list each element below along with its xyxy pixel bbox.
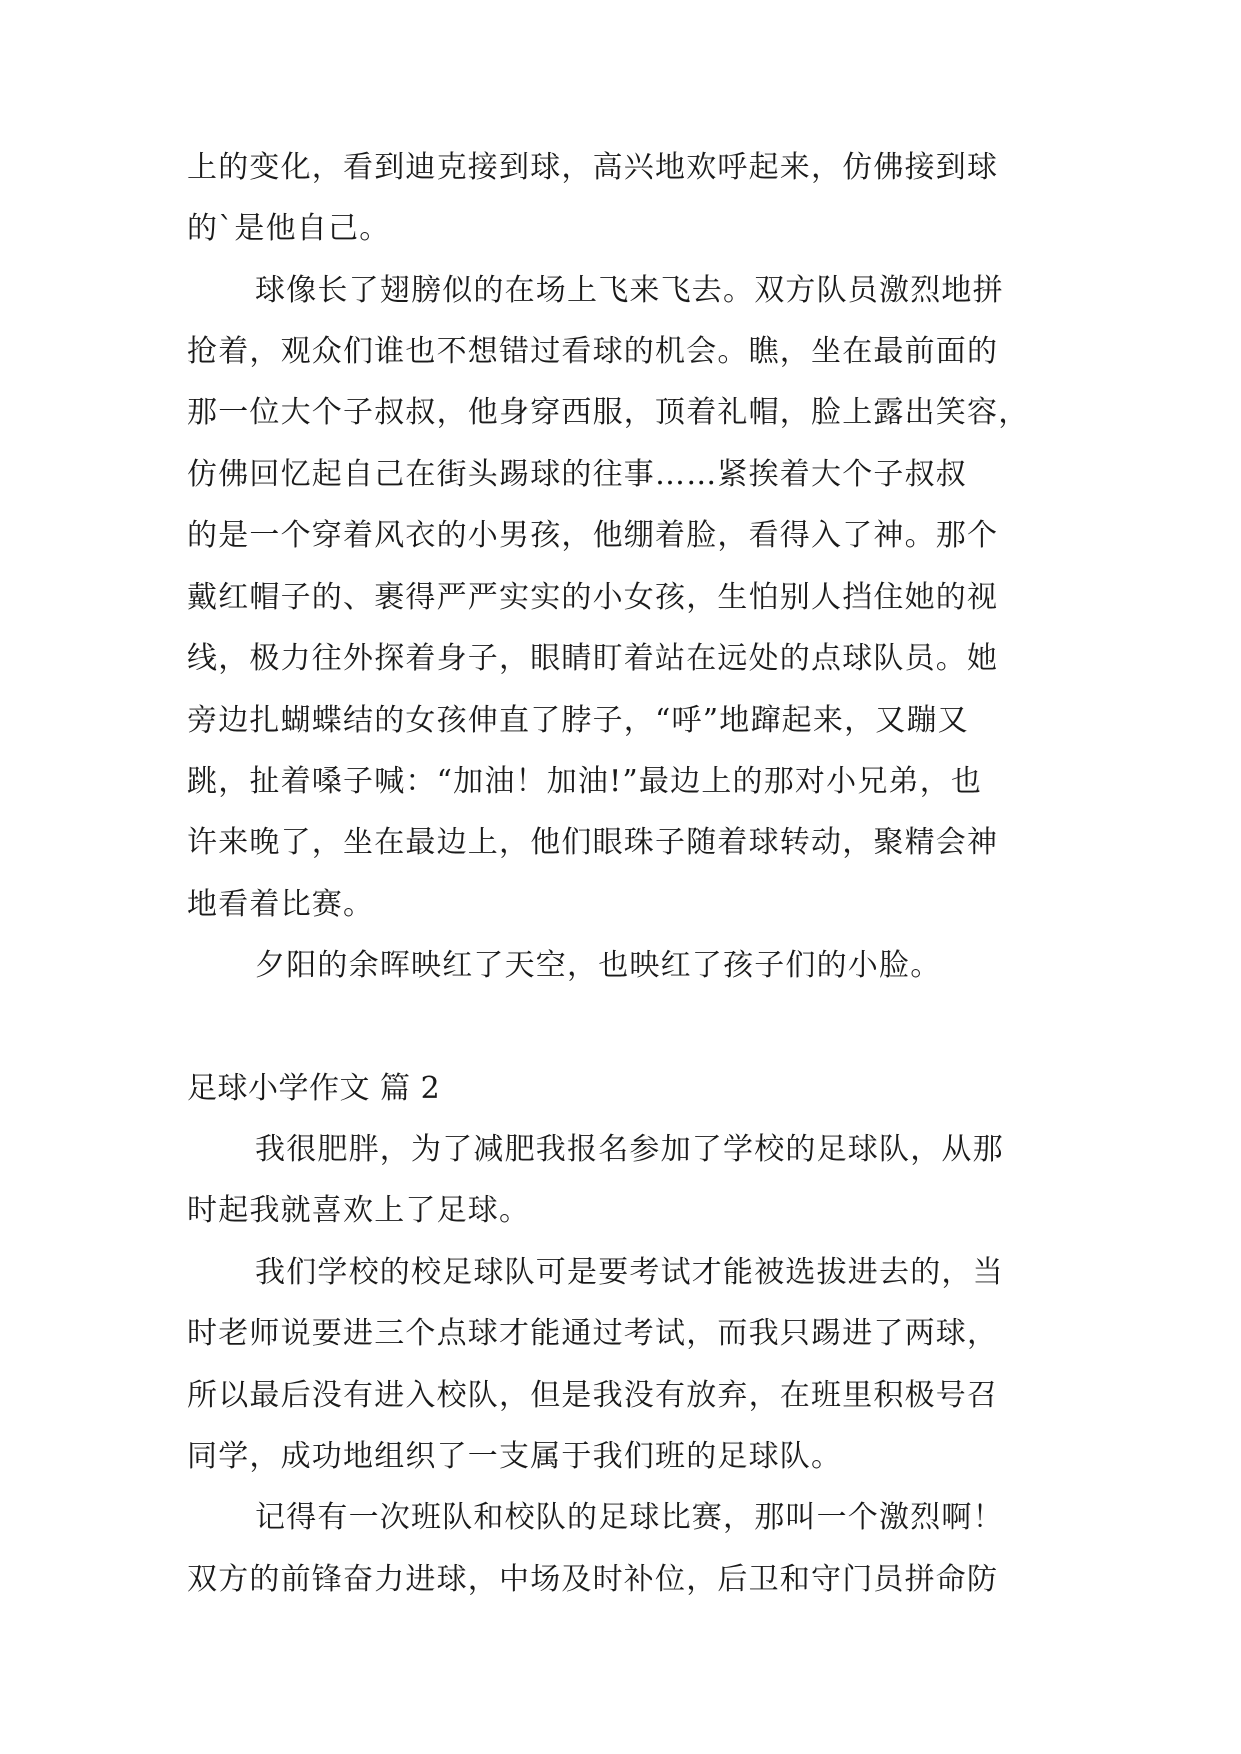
paragraph-first-line: 球像长了翅膀似的在场上飞来飞去。双方队员激烈地拼: [255, 273, 1004, 308]
text-line: 的是一个穿着风衣的小男孩，他绷着脸，看得入了神。那个: [187, 518, 999, 553]
text-line: 时起我就喜欢上了足球。: [187, 1193, 531, 1228]
text-line: 许来晚了，坐在最边上，他们眼珠子随着球转动，聚精会神: [187, 825, 999, 860]
text-line: 同学，成功地组织了一支属于我们班的足球队。: [187, 1439, 843, 1474]
section-heading: 足球小学作文 篇 2: [187, 1071, 441, 1106]
paragraph-first-line: 我很肥胖，为了减肥我报名参加了学校的足球队，从那: [255, 1132, 1004, 1167]
text-line: 那一位大个子叔叔，他身穿西服，顶着礼帽，脸上露出笑容，: [187, 395, 1030, 430]
paragraph-first-line: 夕阳的余晖映红了天空，也映红了孩子们的小脸。: [255, 948, 942, 983]
text-line: 抢着，观众们谁也不想错过看球的机会。瞧，坐在最前面的: [187, 334, 999, 369]
text-line: 线，极力往外探着身子，眼睛盯着站在远处的点球队员。她: [187, 641, 999, 676]
text-line: 时老师说要进三个点球才能通过考试，而我只踢进了两球，: [187, 1316, 999, 1351]
text-line: 仿佛回忆起自己在街头踢球的往事……紧挨着大个子叔叔: [187, 457, 967, 492]
text-line: 地看着比赛。: [187, 887, 375, 922]
text-line: 所以最后没有进入校队，但是我没有放弃，在班里积极号召: [187, 1378, 999, 1413]
text-line: 跳，扯着嗓子喊：“加油！加油!”最边上的那对小兄弟，也: [187, 764, 983, 799]
text-line: 双方的前锋奋力进球，中场及时补位，后卫和守门员拼命防: [187, 1562, 999, 1597]
text-line: 戴红帽子的、裹得严严实实的小女孩，生怕别人挡住她的视: [187, 580, 999, 615]
text-line: 的`是他自己。: [187, 211, 391, 246]
paragraph-first-line: 记得有一次班队和校队的足球比赛，那叫一个激烈啊！: [255, 1500, 1004, 1535]
text-line: 上的变化，看到迪克接到球，高兴地欢呼起来，仿佛接到球: [187, 150, 999, 185]
text-line: 旁边扎蝴蝶结的女孩伸直了脖子，“呼”地蹿起来，又蹦又: [187, 703, 969, 738]
paragraph-first-line: 我们学校的校足球队可是要考试才能被选拔进去的，当: [255, 1255, 1004, 1290]
